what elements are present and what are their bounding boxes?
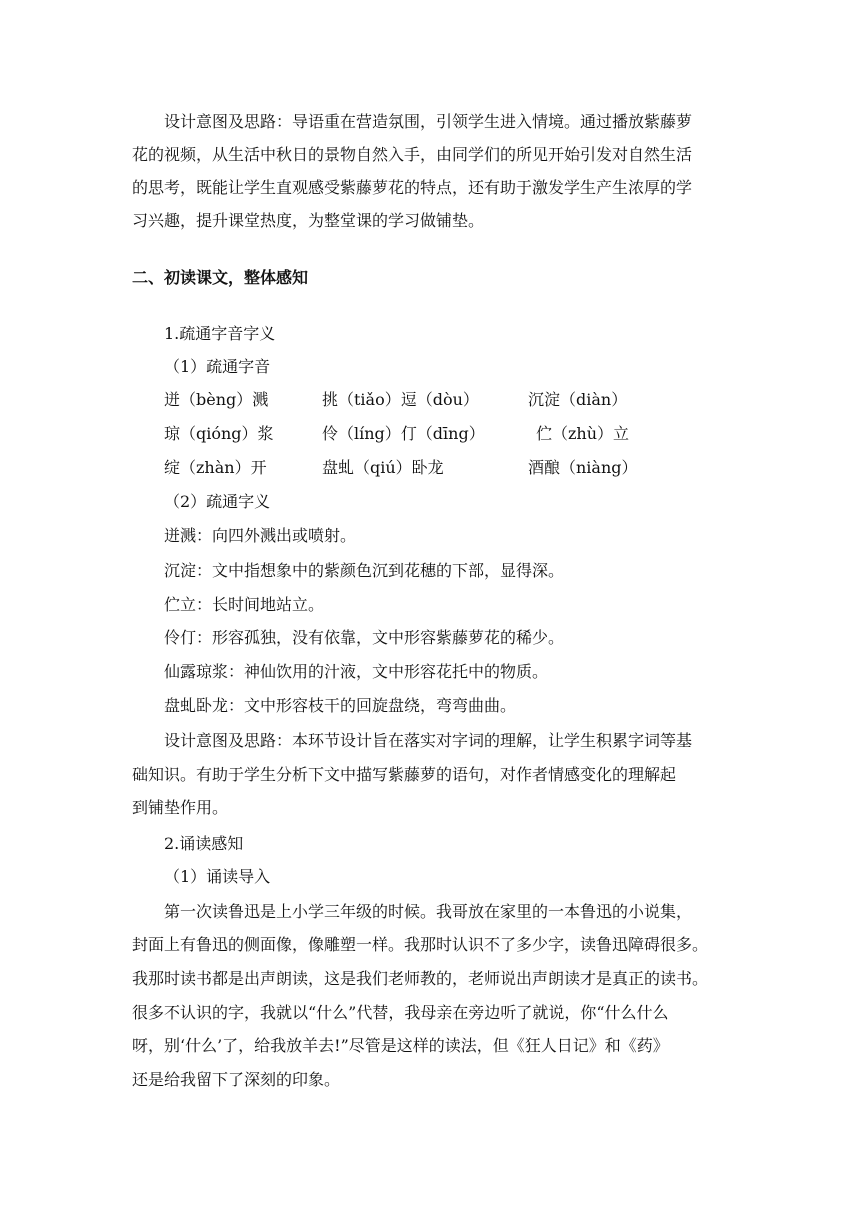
paragraph-line: 到铺垫作用。 — [132, 798, 229, 817]
subsection-title: 1.疏通字音字义 — [164, 324, 276, 343]
paragraph-line: 第一次读鲁迅是上小学三年级的时候。我哥放在家里的一本鲁迅的小说集， — [164, 902, 693, 921]
definition-line: 迸溅：向四外溅出或喷射。 — [164, 526, 357, 545]
definition-line: 仙露琼浆：神仙饮用的汁液，文中形容花托中的物质。 — [164, 662, 549, 681]
definition-line: 盘虬卧龙：文中形容枝干的回旋盘绕，弯弯曲曲。 — [164, 696, 517, 715]
pinyin-item: 酒酿（niàng） — [528, 458, 638, 477]
paragraph-line: 很多不认识的字，我就以“什么”代替，我母亲在旁边听了就说，你“什么什么 — [132, 1003, 669, 1022]
section-heading: 二、初读课文，整体感知 — [132, 268, 309, 287]
subsection-title: （2）疏通字义 — [164, 492, 271, 511]
paragraph-line: 础知识。有助于学生分析下文中描写紫藤萝的语句，对作者情感变化的理解起 — [132, 765, 677, 784]
paragraph-line: 设计意图及思路：本环节设计旨在落实对字词的理解，让学生积累字词等基 — [164, 731, 693, 750]
subsection-title: 2.诵读感知 — [164, 834, 244, 853]
pinyin-item: 绽（zhàn）开 — [164, 458, 267, 477]
paragraph-line: 还是给我留下了深刻的印象。 — [132, 1070, 341, 1089]
pinyin-item: 盘虬（qiú）卧龙 — [322, 458, 444, 477]
pinyin-item: 伫（zhù）立 — [536, 424, 630, 443]
definition-line: 伫立：长时间地站立。 — [164, 595, 325, 614]
paragraph-line: 的思考，既能让学生直观感受紫藤萝花的特点，还有助于激发学生产生浓厚的学 — [132, 178, 693, 197]
pinyin-item: 琼（qióng）浆 — [164, 424, 274, 443]
paragraph-line: 设计意图及思路：导语重在营造氛围，引领学生进入情境。通过播放紫藤萝 — [164, 112, 693, 131]
definition-line: 沉淀：文中指想象中的紫颜色沉到花穗的下部，显得深。 — [164, 561, 565, 580]
pinyin-item: 挑（tiǎo）逗（dòu） — [322, 390, 479, 409]
paragraph-line: 我那时读书都是出声朗读，这是我们老师教的，老师说出声朗读才是真正的读书。 — [132, 969, 709, 988]
pinyin-item: 伶（líng）仃（dīng） — [322, 424, 485, 443]
paragraph-line: 习兴趣，提升课堂热度，为整堂课的学习做铺垫。 — [132, 211, 485, 230]
subsection-title: （1）疏通字音 — [164, 357, 271, 376]
paragraph-line: 呀，别‘什么’了，给我放羊去!”尽管是这样的读法，但《狂人日记》和《药》 — [132, 1036, 669, 1055]
pinyin-item: 沉淀（diàn） — [528, 390, 628, 409]
paragraph-line: 花的视频，从生活中秋日的景物自然入手，由同学们的所见开始引发对自然生活 — [132, 145, 693, 164]
paragraph-line: 封面上有鲁迅的侧面像，像雕塑一样。我那时认识不了多少字，读鲁迅障碍很多。 — [132, 935, 709, 954]
subsection-title: （1）诵读导入 — [164, 867, 271, 886]
pinyin-item: 迸（bèng）溅 — [164, 390, 269, 409]
definition-line: 伶仃：形容孤独，没有依靠，文中形容紫藤萝花的稀少。 — [164, 628, 565, 647]
